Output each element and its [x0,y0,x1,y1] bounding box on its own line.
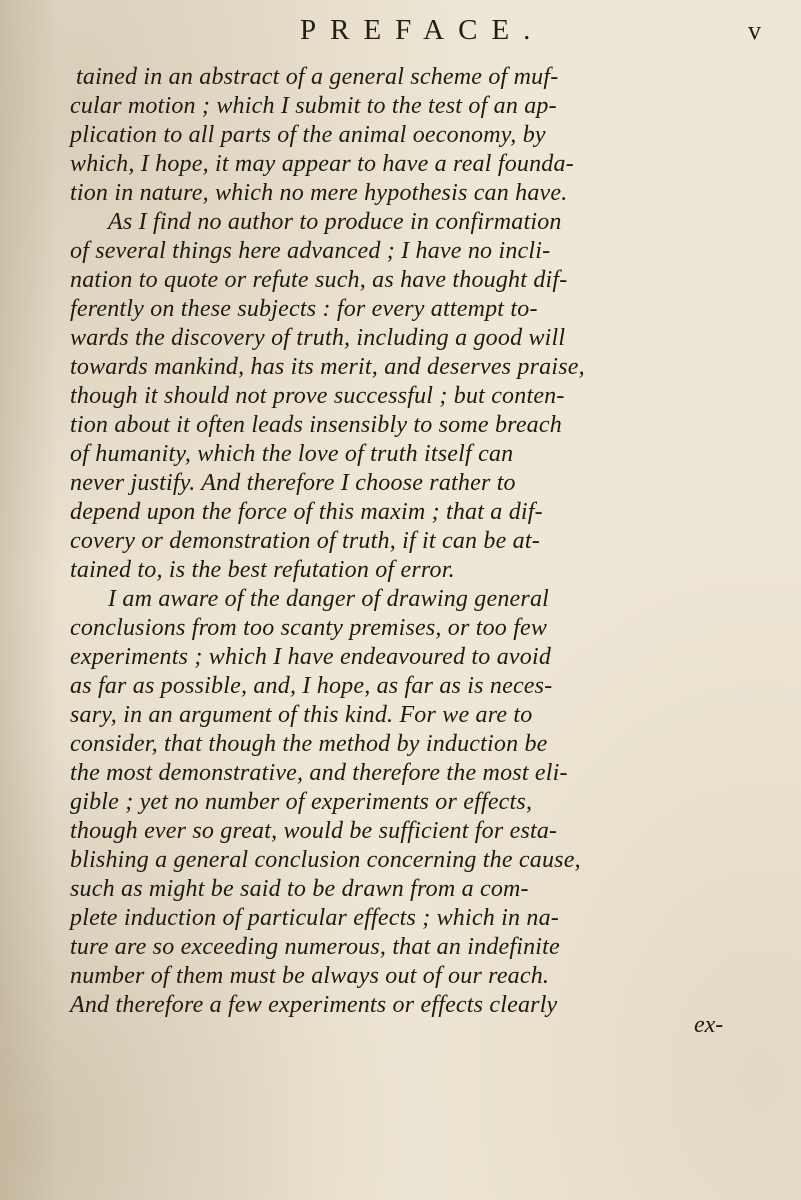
text-line: plication to all parts of the animal oeconomy, by [70,122,546,148]
running-title: PREFACE. [300,14,545,46]
text-line: such as might be said to be drawn from a com- [70,876,529,902]
text-line: tained to, is the best refutation of error. [70,557,455,583]
text-line: And therefore a few experiments or effects clearly [70,992,558,1018]
text-line: ferently on these subjects : for every attempt to- [70,296,538,322]
text-line: As I find no author to produce in confirmation [108,209,562,235]
text-line: depend upon the force of this maxim ; that a dif- [70,499,543,525]
text-line: towards mankind, has its merit, and deserves praise, [70,354,585,380]
text-line: the most demonstrative, and therefore the most eli- [70,760,568,786]
text-line: never justify. And therefore I choose rather to [70,470,516,496]
catchword: ex- [694,1012,724,1038]
text-line: tion about it often leads insensibly to some breach [70,412,562,438]
text-line: I am aware of the danger of drawing general [108,586,550,612]
text-line: which, I hope, it may appear to have a real founda- [70,151,574,177]
page-header [0,8,801,58]
text-line: as far as possible, and, I hope, as far as is neces- [70,673,553,699]
text-line: covery or demonstration of truth, if it can be at- [70,528,540,554]
text-line: plete induction of particular effects ; which in na- [70,905,559,931]
text-line: tion in nature, which no mere hypothesis can have. [70,180,568,206]
text-line: ture are so exceeding numerous, that an indefinite [70,934,560,960]
text-line: wards the discovery of truth, including a good will [70,325,566,351]
text-line: gible ; yet no number of experiments or effects, [70,789,533,815]
text-line: of several things here advanced ; I have no incli- [70,238,551,264]
text-line: consider, that though the method by induction be [70,731,548,757]
text-line: blishing a general conclusion concerning the cause, [70,847,581,873]
text-line: cular motion ; which I submit to the test of an ap- [70,93,557,119]
text-line: number of them must be always out of our reach. [70,963,550,989]
text-line: though it should not prove successful ; but conten- [70,383,565,409]
text-line: experiments ; which I have endeavoured to avoid [70,644,552,670]
text-line: nation to quote or refute such, as have thought dif- [70,267,568,293]
text-line: of humanity, which the love of truth itself can [70,441,514,467]
text-line: sary, in an argument of this kind. For we are to [70,702,533,728]
text-line: tained in an abstract of a general scheme of muf- [76,64,559,90]
page-number: v [748,16,761,45]
text-line: conclusions from too scanty premises, or too few [70,615,548,641]
text-line: though ever so great, would be sufficient for esta- [70,818,558,844]
